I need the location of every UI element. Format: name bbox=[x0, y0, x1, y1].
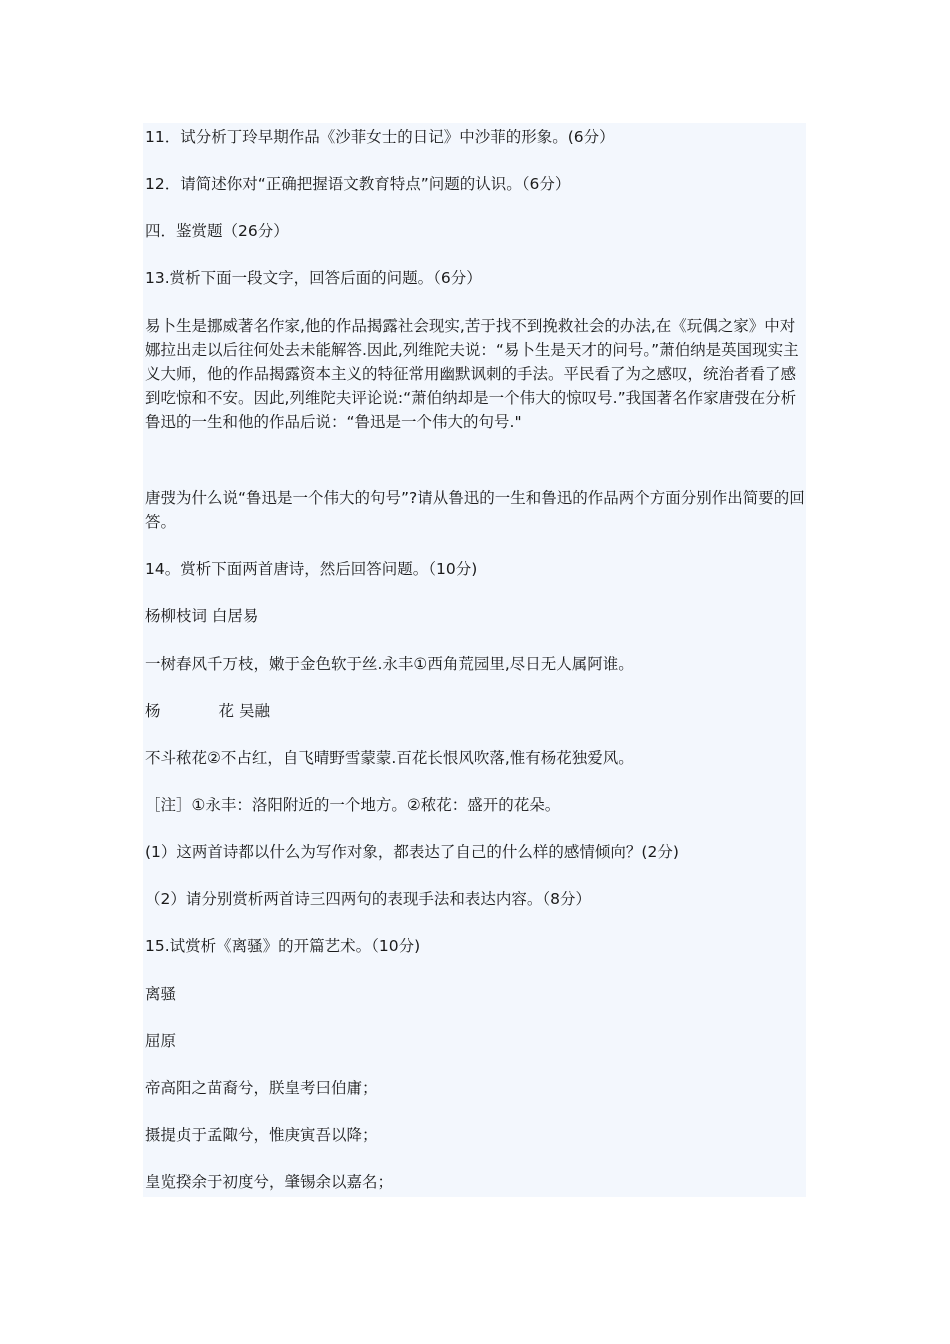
question-13-prompt: 唐弢为什么说“鲁迅是一个伟大的句号”?请从鲁迅的一生和鲁迅的作品两个方面分别作出简要的回答。 bbox=[145, 489, 805, 531]
poem-1-body: 一树春风千万枝，嫩于金色软于丝.永丰①西角荒园里,尽日无人属阿谁。 bbox=[145, 655, 634, 673]
question-13-passage: 易卜生是挪威著名作家,他的作品揭露社会现实,苦于找不到挽救社会的办法,在《玩偶之家》中对娜拉出走以后往何处去未能解答.因此,列维陀夫说：“易卜生是天才的问号。”萧伯纳是英国现实主义大师，他的作品揭露资本主义的特征常用幽默讽刺的手法。平民看了为之感叹，统治者看了感到吃惊和不安。因此,列维陀夫评论说:“萧伯纳却是一个伟大的惊叹号.”我国著名作家唐弢在分析鲁迅的一生和他的作品后说：“鲁迅是一个伟大的句号." bbox=[145, 317, 799, 431]
poem-2-title bbox=[145, 699, 805, 723]
poem-2-body: 不斗秾花②不占红，自飞晴野雪蒙蒙.百花长恨风吹落,惟有杨花独爱风。 bbox=[145, 749, 634, 767]
content-block bbox=[143, 123, 806, 1197]
lisao-line-1: 帝高阳之苗裔兮，朕皇考曰伯庸； bbox=[145, 1079, 378, 1097]
lisao-title: 离骚 bbox=[145, 985, 177, 1003]
annotation-note: ［注］①永丰：洛阳附近的一个地方。②秾花：盛开的花朵。 bbox=[145, 796, 561, 814]
question-11: 11．试分析丁玲早期作品《沙菲女士的日记》中沙菲的形象。(6分） bbox=[145, 128, 615, 146]
question-14-part-2: （2）请分别赏析两首诗三四两句的表现手法和表达内容。（8分） bbox=[145, 890, 591, 908]
poem-2-title-first-char: 杨 bbox=[145, 702, 161, 720]
section-heading-appreciation: 四．鉴赏题（26分） bbox=[145, 222, 289, 240]
poem-2-title-rest: 花 吴融 bbox=[218, 702, 270, 720]
question-13: 13.赏析下面一段文字，回答后面的问题。（6分） bbox=[145, 269, 482, 287]
lisao-line-2: 摄提贞于孟陬兮，惟庚寅吾以降； bbox=[145, 1126, 378, 1144]
lisao-line-3: 皇览揆余于初度兮，肇锡余以嘉名； bbox=[145, 1173, 394, 1191]
question-14: 14。赏析下面两首唐诗，然后回答问题。（10分) bbox=[145, 560, 478, 578]
lisao-author: 屈原 bbox=[145, 1032, 177, 1050]
poem-1-title: 杨柳枝词 白居易 bbox=[145, 607, 259, 625]
question-12: 12．请简述你对“正确把握语文教育特点”问题的认识。（6分） bbox=[145, 175, 571, 193]
question-15: 15.试赏析《离骚》的开篇艺术。（10分) bbox=[145, 937, 421, 955]
question-14-part-1: (1）这两首诗都以什么为写作对象，都表达了自己的什么样的感情倾向？(2分) bbox=[145, 843, 679, 861]
